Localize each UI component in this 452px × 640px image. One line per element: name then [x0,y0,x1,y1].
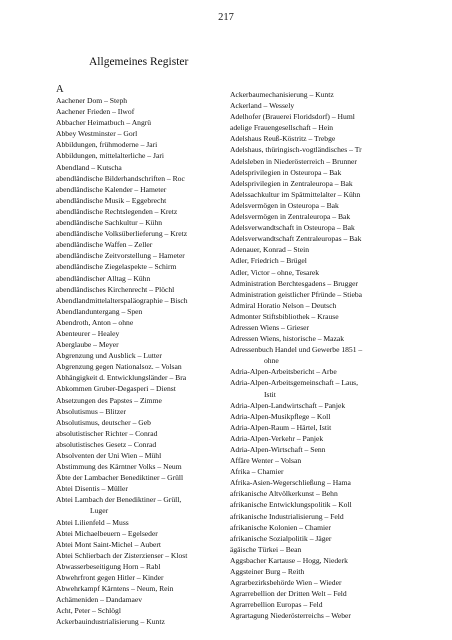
index-entry: Adressen Wiens – Grieser [230,322,310,332]
index-entry: abendländische Musik – Eggebrecht [56,195,167,205]
index-entry: Abtei Mont Saint-Michel – Aubert [56,539,162,549]
index-entry: Adressenbuch Handel und Gewerbe 1851 – [230,345,363,355]
index-entry: abendländische Volksüberlieferung – Kretz [56,229,188,239]
index-entry: Aachener Dom – Steph [56,96,128,105]
index-entry: Adelsvermögen in Zentraleuropa – Bak [230,212,351,222]
index-entry: abendländische Sachkultur – Kühn [56,218,163,228]
index-entry: Absolutismus, deutscher – Geb [56,417,151,427]
index-entry: afrikanische Sozialpolitik – Jäger [230,533,332,543]
index-entry: Adria-Alpen-Arbeitsgemeinschaft – Laus, [230,378,358,388]
index-entry: Abbacher Heimatbuch – Angrü [56,118,152,128]
index-entry: Adler, Victor – ohne, Tesarek [230,267,320,277]
index-entry: Abenteurer – Healey [56,328,120,338]
index-entry: Aachener Frieden – Ilwof [56,107,135,117]
index-entry: Agrartagung Niederösterreichs – Weber [230,611,351,621]
index-entry: Ackerbauindustrialisierung – Kuntz [56,617,165,627]
index-entry: Adria-Alpen-Verkehr – Panjek [230,433,324,443]
index-entry: Adenauer, Konrad – Stein [230,245,309,255]
index-entry: Abstimmung des Kärntner Volks – Neum [56,462,182,472]
index-entry: Aggsbacher Kartause – Hogg, Niederk [230,555,348,565]
right-index-column [230,89,402,622]
index-entry: Affäre Wenter – Volsan [230,456,302,466]
index-entry: Abbildungen, frühmoderne – Jari [56,140,158,150]
index-entry: Adelsprivilegien in Zentraleuropa – Bak [230,178,353,188]
index-entry: Ackerland – Wessely [230,101,295,111]
index-entry: Achämeniden – Dandamaev [56,595,143,605]
index-entry: Abgrenzung gegen Nationalsoz. – Volsan [56,362,182,372]
index-entry: Adelsprivilegien in Osteuropa – Bak [230,167,342,177]
index-entry: Abtei Lilienfeld – Muss [56,517,129,527]
index-entry: Adelsverwandtschaft in Osteuropa – Bak [230,223,355,233]
index-entry: Afrika-Asien-Wegerschließung – Hama [230,478,351,488]
index-entry: Abbey Westminster – Gorl [56,129,138,139]
index-entry: Adelsleben in Niederösterreich – Brunner [230,156,357,166]
section-letter: A [56,84,64,95]
index-entry: abendländische Ziegelaspekte – Schirm [56,262,177,272]
index-entry: Agrarrebellion Europas – Feld [230,600,323,610]
index-entry: adelige Frauengesellschaft – Hein [230,123,334,133]
index-entry: afrikanische Industrialisierung – Feld [230,511,344,521]
index-entry: Agrarbezirksbehörde Wien – Wieder [230,578,342,588]
index-entry: Abwehrfront gegen Hitler – Kinder [56,573,164,583]
index-entry: Agrarrebellion der Dritten Welt – Feld [230,589,347,599]
index-entry: abendländische Kalender – Hameter [56,184,167,194]
index-entry: Äbte der Lambacher Benediktiner – Grüll [56,473,184,483]
index-entry: Afrika – Chamier [230,467,284,477]
index-entry: Abbildungen, mittelalterliche – Jari [56,151,164,161]
index-entry: Adria-Alpen-Musikpflege – Koll [230,411,331,421]
index-entry-continuation: Istit [264,389,276,399]
index-entry-continuation: Luger [90,506,109,516]
register-title: Allgemeines Register [89,56,189,68]
index-entry: Absolutismus – Blitzer [56,406,127,416]
index-entry: abendländische Rechtslegenden – Kretz [56,206,178,216]
index-entry: Adelshaus Reuß-Köstritz – Trebge [230,134,336,144]
index-entry: Aberglaube – Meyer [56,340,119,350]
index-entry: Absetzungen des Papstes – Zimme [56,395,162,405]
index-entry: Abendlanduntergang – Spen [56,306,143,316]
index-entry: afrikanische Altvölkerkunst – Behn [230,489,338,499]
index-entry: Abtei Michaelbeuern – Egelseder [56,528,158,538]
index-entry: Adria-Alpen-Raum – Härtel, Istit [230,422,332,432]
index-entry: Administration geistlicher Pfründe – Stieba [230,289,363,299]
index-entry: Abendroth, Anton – ohne [56,317,134,327]
index-entry: Abkommen Gruber-Degasperi – Dienst [56,384,176,394]
index-entry: Absolventen der Uni Wien – Mühl [56,451,162,460]
index-entry: Abtei Schlierbach der Zisterzienser – Klost [56,550,188,560]
index-entry: absolutistischer Richter – Conrad [56,428,158,438]
index-entry: Abwehrkampf Kärntens – Neum, Rein [56,584,174,594]
index-entry: Adria-Alpen-Landwirtschaft – Panjek [230,400,346,410]
index-entry: Adelsvermögen in Osteuropa – Bak [230,200,339,210]
index-entry: Abgrenzung und Ausblick – Lutter [56,351,162,361]
index-entry: Abendland – Kutscha [56,162,122,172]
index-entry: Adria-Alpen-Arbeitsbericht – Arbe [230,367,337,377]
index-entry: Admiral Horatio Nelson – Deutsch [230,300,337,310]
index-entry-continuation: ohne [264,356,279,366]
index-entry: Administration Berchtesgadens – Brugger [230,278,359,288]
index-entry: abendländisches Kirchenrecht – Plöchl [56,284,175,294]
index-entry: abendländische Zeitvorstellung – Hameter [56,251,185,261]
index-entry: Abtei Disentis – Müller [56,484,128,494]
left-index-column [56,95,228,628]
index-entry: Adler, Friedrich – Brügel [230,256,307,266]
index-entry: abendländischer Alltag – Kühn [56,273,151,283]
index-entry: Abendlandmittelalterspaläographie – Bisch [56,295,188,305]
index-entry: abendländische Bilderhandschriften – Roc [56,173,185,183]
index-entry: Adelssachkultur im Spätmittelalter – Kühn [230,189,361,199]
page-number: 217 [218,12,234,23]
index-entry: Adelhofer (Brauerei Floridsdorf) – Huml [230,112,355,122]
index-entry: Admonter Stiftsbibliothek – Krause [230,311,339,321]
index-entry: Adelsverwandtschaft Zentraleuropas – Bak [230,234,362,244]
index-entry: afrikanische Entwicklungspolitik – Koll [230,500,352,510]
index-entry: Abwasserbeseitigung Horn – Rabl [56,561,161,571]
index-entry: Adelshaus, thüringisch-vogtländisches – Tr [230,145,362,155]
index-entry: Abtei Lambach der Benediktiner – Grüll, [56,495,182,505]
index-entry: absolutistisches Gesetz – Conrad [56,439,157,449]
index-entry: Ackerbaumechanisierung – Kuntz [230,90,334,99]
index-entry: abendländische Waffen – Zeller [56,240,153,250]
index-entry: ägäische Türkei – Bean [230,544,302,554]
index-entry: afrikanische Kolonien – Chamier [230,522,332,532]
index-entry: Acht, Peter – Schlögl [56,606,121,616]
index-entry: Abhängigkeit d. Entwicklungsländer – Bra [56,373,187,383]
index-entry: Adria-Alpen-Wirtschaft – Senn [230,445,326,454]
index-entry: Aggsteiner Burg – Reith [230,567,305,577]
index-entry: Adressen Wiens, historische – Mazak [230,334,345,344]
